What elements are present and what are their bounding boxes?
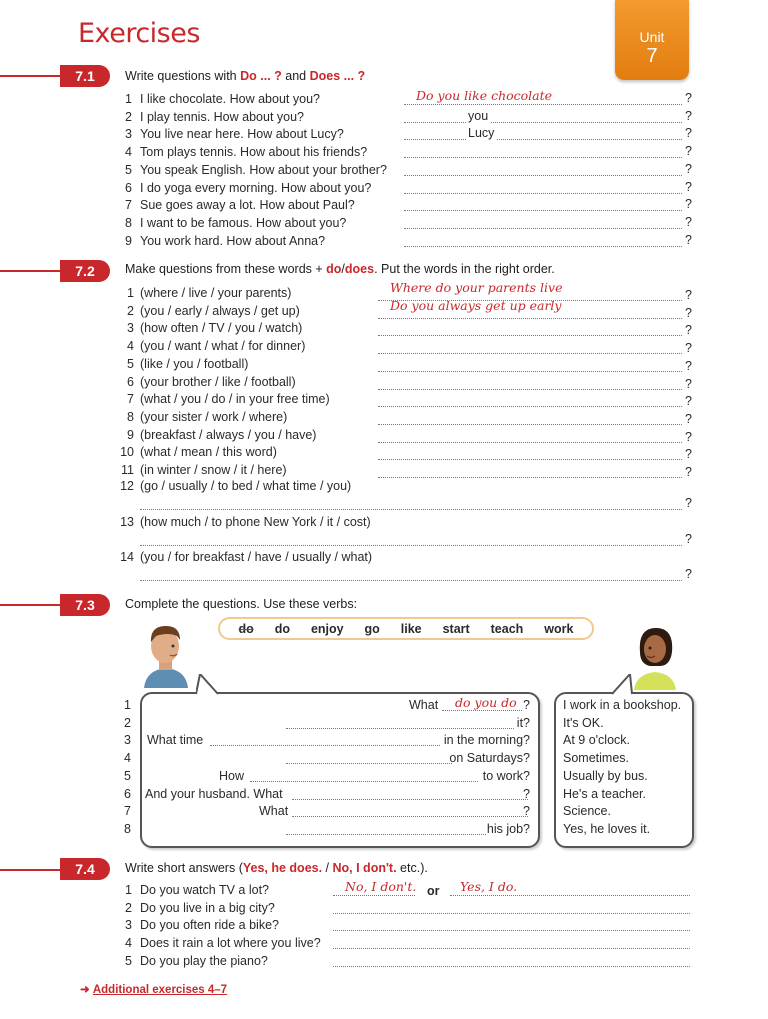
question-prompt: Do you play the piano? bbox=[140, 953, 268, 968]
verb-option: like bbox=[400, 621, 422, 636]
arrow-icon: ➜ bbox=[80, 984, 90, 996]
reply-text: Sometimes. bbox=[563, 751, 629, 766]
question-end: ? bbox=[523, 804, 530, 819]
question-mark: ? bbox=[685, 376, 692, 391]
question-mark: ? bbox=[685, 465, 692, 479]
answer-line[interactable] bbox=[404, 145, 682, 158]
question-prompt: Tom plays tennis. How about his friends? bbox=[140, 145, 368, 160]
item-number: 1 bbox=[124, 698, 131, 712]
answer-line[interactable] bbox=[378, 447, 682, 460]
handwritten-answer: No, I don't. bbox=[345, 879, 417, 894]
word-prompt: (your sister / work / where) bbox=[140, 409, 288, 424]
item-number: 7 bbox=[125, 198, 132, 213]
word-prompt: (go / usually / to bed / what time / you) bbox=[140, 479, 352, 493]
man-illustration bbox=[140, 622, 192, 688]
handwritten-answer: Yes, I do. bbox=[460, 879, 518, 894]
answer-line[interactable] bbox=[378, 412, 682, 425]
reply-text: Yes, he loves it. bbox=[563, 821, 651, 836]
item-number: 3 bbox=[125, 918, 132, 933]
item-number: 4 bbox=[125, 936, 132, 951]
answer-line[interactable] bbox=[404, 163, 682, 176]
answer-line[interactable] bbox=[292, 804, 528, 817]
question-mark: ? bbox=[685, 91, 692, 105]
item-number: 2 bbox=[125, 109, 132, 124]
unit-tab bbox=[615, 0, 689, 80]
item-number: 9 bbox=[125, 233, 132, 248]
item-number: 9 bbox=[127, 427, 134, 442]
question-prompt: You live near here. How about Lucy? bbox=[140, 127, 344, 142]
answer-line[interactable] bbox=[333, 954, 690, 967]
section-bar bbox=[0, 270, 60, 272]
page-title: Exercises bbox=[78, 18, 200, 49]
question-mark: ? bbox=[685, 144, 692, 159]
reply-text: At 9 o'clock. bbox=[563, 733, 630, 748]
section-bar bbox=[0, 75, 60, 77]
item-number: 3 bbox=[127, 321, 134, 336]
bubble-tail bbox=[610, 674, 634, 695]
item-number: 4 bbox=[124, 751, 131, 766]
item-number: 2 bbox=[125, 900, 132, 915]
section-bar bbox=[0, 869, 60, 871]
reply-text: It's OK. bbox=[563, 715, 604, 730]
item-number: 8 bbox=[125, 215, 132, 230]
unit-number: 7 bbox=[646, 45, 658, 67]
question-prompt: I want to be famous. How about you? bbox=[140, 215, 347, 230]
question-end: ? bbox=[523, 786, 530, 801]
answer-line[interactable] bbox=[404, 127, 682, 140]
unit-label: Unit bbox=[639, 29, 665, 45]
item-number: 3 bbox=[124, 733, 131, 748]
reply-text: I work in a bookshop. bbox=[563, 698, 682, 712]
reply-text: Usually by bus. bbox=[563, 768, 648, 783]
item-number: 8 bbox=[127, 409, 134, 424]
word-prompt: (what / you / do / in your free time) bbox=[140, 392, 330, 407]
question-start: And your husband. What bbox=[145, 786, 283, 801]
answer-line[interactable] bbox=[404, 181, 682, 194]
verb-option: work bbox=[544, 621, 574, 636]
answer-line[interactable] bbox=[378, 394, 682, 407]
woman-illustration bbox=[630, 622, 680, 690]
question-mark: ? bbox=[685, 447, 692, 462]
verb-option: do bbox=[274, 621, 290, 636]
exercise-badge-7-3: 7.3 bbox=[60, 594, 110, 616]
answer-line[interactable] bbox=[378, 377, 682, 390]
question-end: to work? bbox=[482, 768, 530, 783]
item-number: 2 bbox=[124, 715, 131, 730]
exercise-badge-7-4: 7.4 bbox=[60, 858, 110, 880]
answer-line[interactable] bbox=[333, 918, 690, 931]
answer-line[interactable] bbox=[140, 533, 682, 546]
question-mark: ? bbox=[685, 411, 692, 426]
item-number: 1 bbox=[127, 286, 134, 300]
item-number: 6 bbox=[124, 786, 131, 801]
verb-option: do bbox=[238, 621, 254, 636]
question-mark: ? bbox=[685, 214, 692, 229]
question-end: on Saturdays? bbox=[449, 751, 530, 766]
prompt-word: you bbox=[468, 108, 489, 123]
answer-line[interactable] bbox=[378, 341, 682, 354]
question-mark: ? bbox=[685, 358, 692, 373]
answer-line[interactable] bbox=[378, 465, 682, 478]
question-prompt: I play tennis. How about you? bbox=[140, 109, 304, 124]
additional-exercises-link[interactable]: Additional exercises 4–7 bbox=[92, 984, 228, 996]
question-mark: ? bbox=[685, 161, 692, 176]
verb-option: teach bbox=[490, 621, 524, 636]
exercise-7-3-instruction: Complete the questions. Use these verbs: bbox=[125, 597, 358, 611]
word-prompt: (how often / TV / you / watch) bbox=[140, 321, 303, 336]
item-number: 3 bbox=[125, 127, 132, 142]
item-number: 7 bbox=[127, 392, 134, 407]
section-bar bbox=[0, 604, 60, 606]
item-number: 12 bbox=[120, 479, 134, 493]
answer-line[interactable] bbox=[333, 936, 690, 949]
word-prompt: (you / want / what / for dinner) bbox=[140, 339, 306, 354]
exercise-7-2-instruction: Make questions from these words + do/does. Put the words in the right order. bbox=[125, 262, 555, 276]
question-end: his job? bbox=[486, 821, 530, 836]
bubble-tail bbox=[196, 674, 220, 695]
item-number: 5 bbox=[124, 768, 131, 783]
answer-line[interactable] bbox=[404, 110, 682, 123]
question-end: it? bbox=[516, 715, 530, 730]
reply-text: He's a teacher. bbox=[563, 786, 646, 801]
question-mark: ? bbox=[685, 429, 692, 444]
word-prompt: (how much / to phone New York / it / cost) bbox=[140, 515, 371, 529]
verb-option: enjoy bbox=[310, 621, 344, 636]
question-mark: ? bbox=[685, 197, 692, 212]
item-number: 11 bbox=[121, 463, 134, 477]
word-prompt: (breakfast / always / you / have) bbox=[140, 427, 317, 442]
item-number: 1 bbox=[125, 92, 132, 106]
handwritten-answer: Where do your parents live bbox=[390, 280, 563, 295]
question-mark: ? bbox=[685, 323, 692, 338]
exercise-badge-7-1: 7.1 bbox=[60, 65, 110, 87]
answer-line[interactable] bbox=[286, 716, 514, 729]
question-mark: ? bbox=[685, 341, 692, 356]
question-prompt: You work hard. How about Anna? bbox=[140, 233, 326, 248]
question-end: in the morning? bbox=[443, 733, 530, 748]
item-number: 5 bbox=[125, 953, 132, 968]
word-prompt: (what / mean / this word) bbox=[140, 445, 277, 460]
answer-line[interactable] bbox=[292, 787, 528, 800]
question-prompt: Does it rain a lot where you live? bbox=[140, 936, 321, 951]
answer-line[interactable] bbox=[140, 497, 682, 510]
answer-line[interactable] bbox=[286, 751, 452, 764]
item-number: 5 bbox=[125, 162, 132, 177]
question-prompt: I like chocolate. How about you? bbox=[140, 92, 320, 106]
word-prompt: (like / you / football) bbox=[140, 356, 249, 371]
item-number: 4 bbox=[127, 339, 134, 354]
verb-option: go bbox=[364, 621, 380, 636]
question-start: What time bbox=[147, 733, 204, 748]
question-mark: ? bbox=[685, 179, 692, 194]
item-number: 13 bbox=[120, 515, 134, 529]
reply-text: Science. bbox=[563, 804, 611, 819]
answer-line[interactable] bbox=[210, 733, 440, 746]
item-number: 1 bbox=[125, 883, 132, 897]
verb-box bbox=[218, 617, 594, 640]
answer-line[interactable] bbox=[404, 216, 682, 229]
exercise-7-1-instruction: Write questions with Do ... ? and Does ... ? bbox=[125, 69, 366, 83]
item-number: 2 bbox=[127, 303, 134, 318]
item-number: 7 bbox=[124, 804, 131, 819]
question-start: What bbox=[409, 698, 439, 712]
answer-line[interactable] bbox=[378, 430, 682, 443]
question-mark: ? bbox=[685, 532, 692, 546]
handwritten-answer: Do you like chocolate bbox=[416, 88, 553, 103]
answer-line[interactable] bbox=[378, 359, 682, 372]
question-start: What bbox=[259, 804, 289, 819]
item-number: 4 bbox=[125, 145, 132, 160]
question-mark: ? bbox=[685, 288, 692, 302]
question-prompt: I do yoga every morning. How about you? bbox=[140, 180, 372, 195]
item-number: 6 bbox=[127, 374, 134, 389]
footer-link-row bbox=[80, 982, 227, 996]
item-number: 5 bbox=[127, 356, 134, 371]
answer-line[interactable] bbox=[140, 568, 682, 581]
question-start: How bbox=[219, 768, 245, 783]
exercise-7-4-instruction: Write short answers (Yes, he does. / No, I don't. etc.). bbox=[125, 861, 428, 875]
handwritten-answer: do you do bbox=[455, 695, 517, 710]
exercise-badge-7-2: 7.2 bbox=[60, 260, 110, 282]
answer-line[interactable] bbox=[378, 323, 682, 336]
question-mark: ? bbox=[685, 305, 692, 320]
question-prompt: Sue goes away a lot. How about Paul? bbox=[140, 198, 355, 213]
item-number: 6 bbox=[125, 180, 132, 195]
question-mark: ? bbox=[685, 496, 692, 510]
item-number: 14 bbox=[120, 550, 134, 564]
verb-option: start bbox=[442, 621, 470, 636]
item-number: 8 bbox=[124, 821, 131, 836]
question-prompt: Do you often ride a bike? bbox=[140, 918, 279, 933]
question-mark: ? bbox=[685, 126, 692, 141]
item-number: 10 bbox=[120, 445, 134, 460]
or-label: or bbox=[427, 884, 440, 898]
word-prompt: (your brother / like / football) bbox=[140, 374, 296, 389]
prompt-word: Lucy bbox=[468, 126, 495, 141]
question-mark: ? bbox=[685, 232, 692, 247]
question-prompt: Do you live in a big city? bbox=[140, 900, 275, 915]
word-prompt: (in winter / snow / it / here) bbox=[140, 463, 287, 477]
question-mark: ? bbox=[685, 108, 692, 123]
handwritten-answer: Do you always get up early bbox=[390, 297, 562, 313]
question-prompt: Do you watch TV a lot? bbox=[140, 883, 270, 897]
answer-line[interactable] bbox=[250, 769, 478, 782]
answer-line[interactable] bbox=[404, 234, 682, 247]
word-prompt: (you / for breakfast / have / usually / what) bbox=[140, 550, 373, 564]
question-end: ? bbox=[523, 698, 530, 712]
answer-line[interactable] bbox=[286, 822, 486, 835]
question-mark: ? bbox=[685, 567, 692, 581]
word-prompt: (where / live / your parents) bbox=[140, 286, 292, 300]
word-prompt: (you / early / always / get up) bbox=[140, 303, 300, 318]
question-mark: ? bbox=[685, 394, 692, 409]
answer-line[interactable] bbox=[404, 198, 682, 211]
answer-line[interactable] bbox=[333, 901, 690, 914]
question-prompt: You speak English. How about your brother? bbox=[140, 162, 387, 177]
